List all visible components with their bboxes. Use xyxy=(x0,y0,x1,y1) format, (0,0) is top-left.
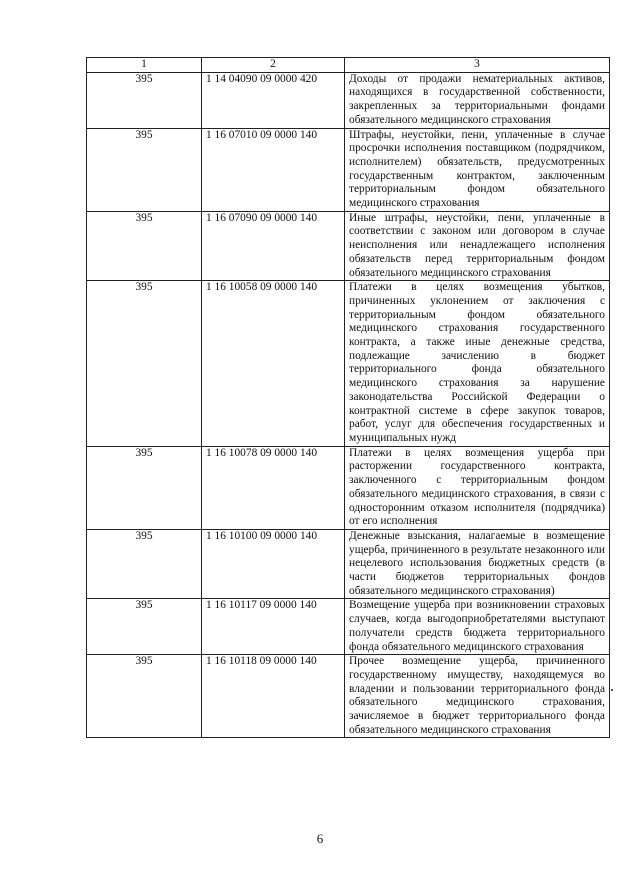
revenue-name-cell: Штрафы, неустойки, пени, уплаченные в случае просрочки исполнения поставщиком (подрядчиком, исполнителем) обязательств, предусмотренных государственным контрактом, заключенным территориальным фондом обязательного медицинского страхования xyxy=(345,128,610,211)
admin-code-cell: 395 xyxy=(87,281,202,446)
kbk-code-cell: 1 14 04090 09 0000 420 xyxy=(202,72,345,128)
kbk-code-cell: 1 16 10058 09 0000 140 xyxy=(202,281,345,446)
column-header-3: 3 xyxy=(345,58,610,73)
admin-code-cell: 395 xyxy=(87,655,202,738)
admin-code-cell: 395 xyxy=(87,128,202,211)
revenue-codes-table xyxy=(86,57,610,738)
column-header-2: 2 xyxy=(202,58,345,73)
kbk-code-cell: 1 16 07010 09 0000 140 xyxy=(202,128,345,211)
table-row xyxy=(87,72,610,128)
kbk-code-cell: 1 16 07090 09 0000 140 xyxy=(202,211,345,281)
kbk-code-cell: 1 16 10118 09 0000 140 xyxy=(202,655,345,738)
admin-code-cell: 395 xyxy=(87,529,202,599)
table-row xyxy=(87,128,610,211)
revenue-name-cell: Прочее возмещение ущерба, причиненного государственному имуществу, находящемуся во владении и пользовании территориального фонда обязательного медицинского страхования, зачисляемое в бюджет территориального фонда обязательного медицинского страхования xyxy=(345,655,610,738)
revenue-name-cell: Доходы от продажи нематериальных активов, находящихся в государственной собственности, закрепленных за территориальными фондами обязательного медицинского страхования xyxy=(345,72,610,128)
kbk-code-cell: 1 16 10117 09 0000 140 xyxy=(202,599,345,655)
kbk-code-cell: 1 16 10078 09 0000 140 xyxy=(202,446,345,529)
kbk-code-cell: 1 16 10100 09 0000 140 xyxy=(202,529,345,599)
admin-code-cell: 395 xyxy=(87,72,202,128)
table-row xyxy=(87,529,610,599)
scan-speck xyxy=(611,689,613,691)
revenue-name-cell: Платежи в целях возмещения ущерба при расторжении государственного контракта, заключенного с территориальным фондом обязательного медицинского страхования, в связи с односторонним отказом исполнителя (подрядчика) от его исполнения xyxy=(345,446,610,529)
revenue-name-cell: Иные штрафы, неустойки, пени, уплаченные в соответствии с законом или договором в случае неисполнения или ненадлежащего исполнения обязательств перед территориальным фондом обязательного медицинского страхования xyxy=(345,211,610,281)
admin-code-cell: 395 xyxy=(87,446,202,529)
admin-code-cell: 395 xyxy=(87,599,202,655)
revenue-name-cell: Возмещение ущерба при возникновении страховых случаев, когда выгодоприобретателями выступают получатели средств бюджета территориального фонда обязательного медицинского страхования xyxy=(345,599,610,655)
page-number: 6 xyxy=(316,831,324,846)
table-row xyxy=(87,599,610,655)
table-row xyxy=(87,655,610,738)
table-row xyxy=(87,281,610,446)
table-row xyxy=(87,211,610,281)
revenue-name-cell: Платежи в целях возмещения убытков, причиненных уклонением от заключения с территориальным фондом обязательного медицинского страхования государственного контракта, а также иные денежные средства, подлежащие зачислению в бюджет территориального фонда обязательного медицинского страхования за нарушение законодательства Российской Федерации о контрактной системе в сфере закупок товаров, работ, услуг для обеспечения государственных и муниципальных нужд xyxy=(345,281,610,446)
column-header-1: 1 xyxy=(87,58,202,73)
admin-code-cell: 395 xyxy=(87,211,202,281)
header-row xyxy=(87,58,610,73)
revenue-name-cell: Денежные взыскания, налагаемые в возмещение ущерба, причиненного в результате незаконного или нецелевого использования бюджетных средств (в части бюджетов территориальных фондов обязательного медицинского страхования) xyxy=(345,529,610,599)
table-row xyxy=(87,446,610,529)
